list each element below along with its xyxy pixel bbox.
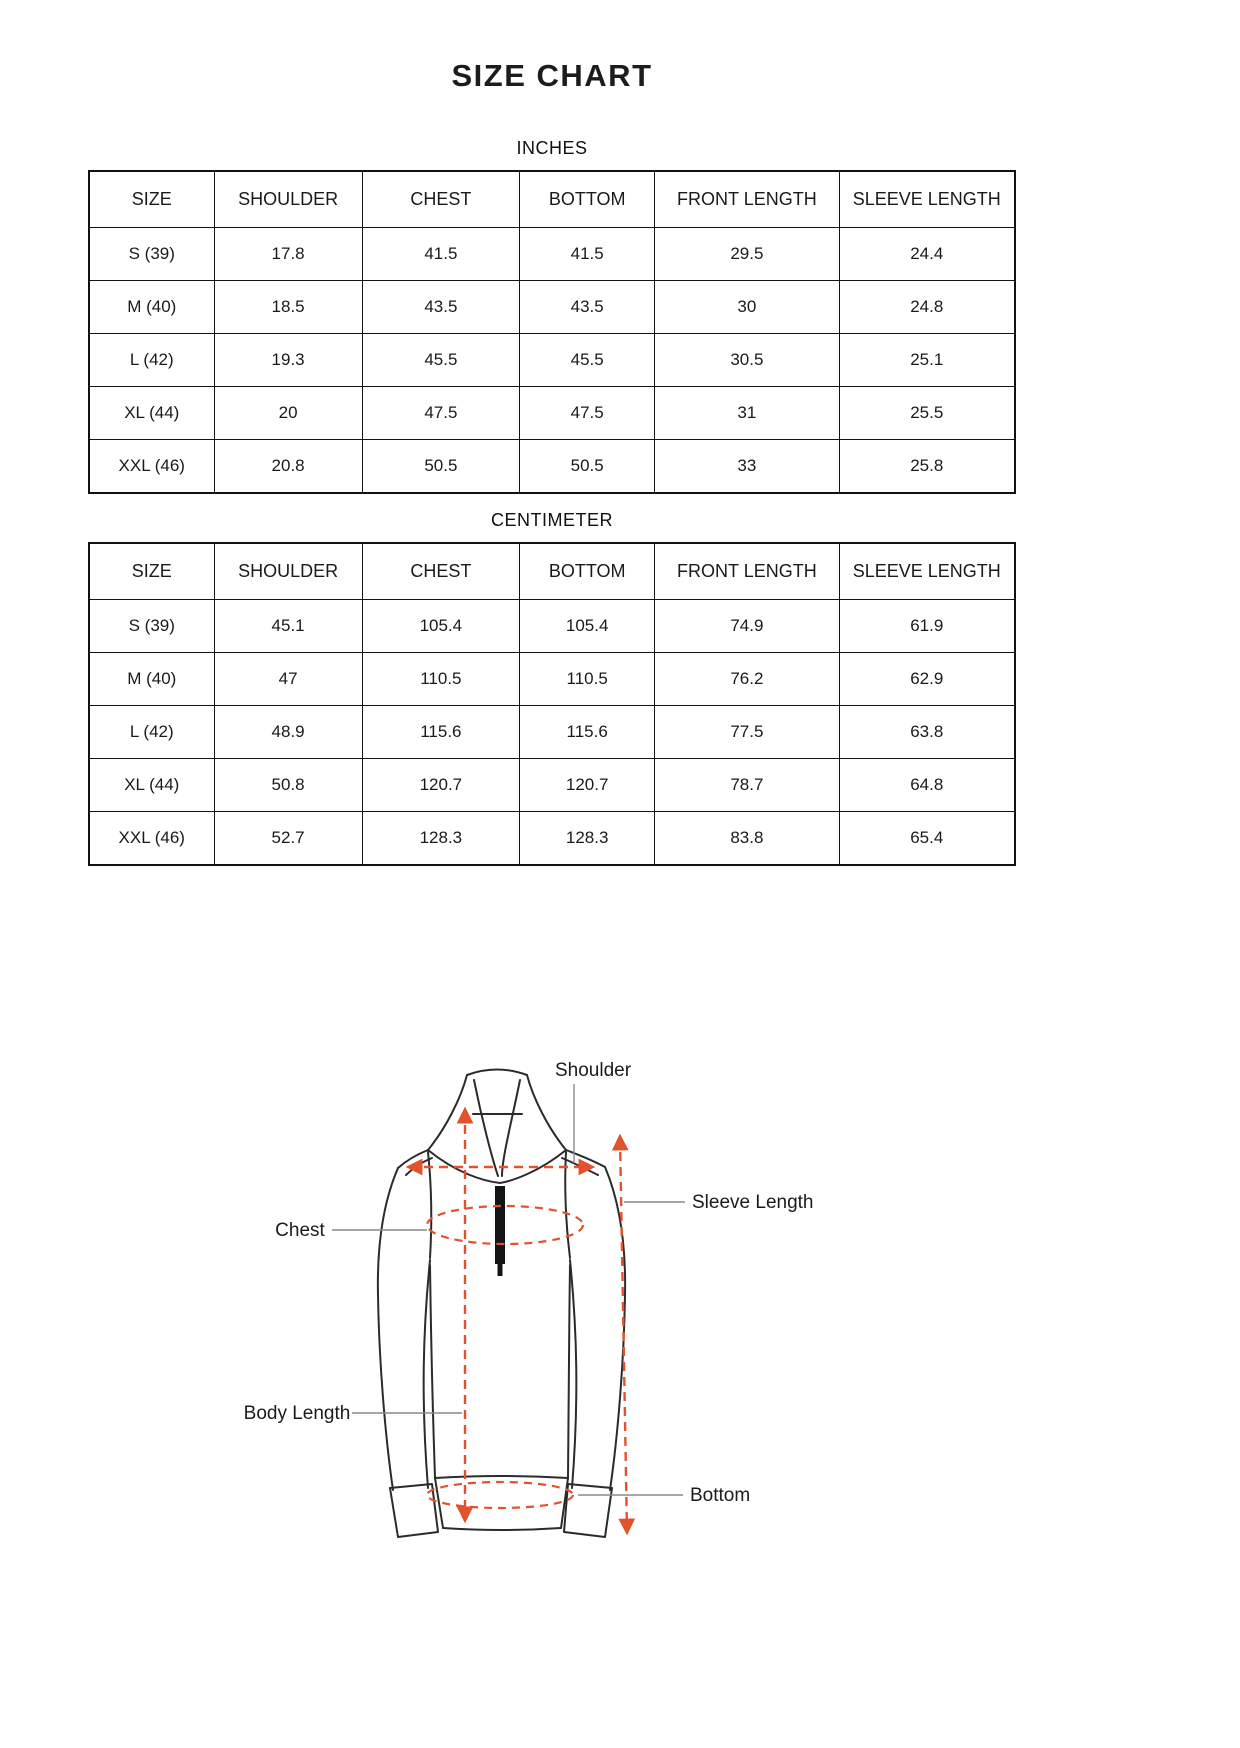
value-cell: 78.7 <box>655 759 839 812</box>
size-cell: XL (44) <box>89 387 214 440</box>
size-cell: XXL (46) <box>89 440 214 494</box>
value-cell: 115.6 <box>520 706 655 759</box>
value-cell: 43.5 <box>362 281 519 334</box>
value-cell: 120.7 <box>520 759 655 812</box>
size-cell: S (39) <box>89 228 214 281</box>
left-shoulder <box>398 1150 428 1168</box>
size-cell: XL (44) <box>89 759 214 812</box>
collar <box>467 1070 527 1076</box>
value-cell: 29.5 <box>655 228 839 281</box>
chest-label: Chest <box>275 1220 325 1241</box>
table-row <box>89 281 1015 334</box>
table-row <box>89 600 1015 653</box>
value-cell: 63.8 <box>839 706 1015 759</box>
table-row <box>89 706 1015 759</box>
value-cell: 52.7 <box>214 812 362 866</box>
size-cell: M (40) <box>89 653 214 706</box>
zipper <box>495 1186 505 1264</box>
bottom-measure-ellipse <box>427 1482 573 1508</box>
size-cell: L (42) <box>89 334 214 387</box>
table-row <box>89 334 1015 387</box>
inches-size-table <box>88 170 1016 494</box>
value-cell: 43.5 <box>520 281 655 334</box>
value-cell: 41.5 <box>362 228 519 281</box>
value-cell: 74.9 <box>655 600 839 653</box>
measurement-diagram <box>230 1040 830 1560</box>
centimeter-section-label: CENTIMETER <box>491 510 613 530</box>
column-header: SLEEVE LENGTH <box>839 171 1015 228</box>
table-row <box>89 440 1015 494</box>
value-cell: 128.3 <box>362 812 519 866</box>
left-sleeve <box>378 1168 398 1490</box>
inches-section-label: INCHES <box>516 138 588 158</box>
value-cell: 30 <box>655 281 839 334</box>
value-cell: 45.1 <box>214 600 362 653</box>
size-cell: XXL (46) <box>89 812 214 866</box>
value-cell: 50.5 <box>520 440 655 494</box>
value-cell: 110.5 <box>362 653 519 706</box>
value-cell: 33 <box>655 440 839 494</box>
size-chart-document <box>88 0 1016 866</box>
column-header: BOTTOM <box>520 543 655 600</box>
column-header: SIZE <box>89 171 214 228</box>
value-cell: 115.6 <box>362 706 519 759</box>
value-cell: 17.8 <box>214 228 362 281</box>
right-shoulder <box>566 1150 605 1167</box>
value-cell: 50.5 <box>362 440 519 494</box>
value-cell: 30.5 <box>655 334 839 387</box>
value-cell: 105.4 <box>362 600 519 653</box>
value-cell: 50.8 <box>214 759 362 812</box>
size-cell: M (40) <box>89 281 214 334</box>
table-row <box>89 228 1015 281</box>
size-cell: S (39) <box>89 600 214 653</box>
value-cell: 20 <box>214 387 362 440</box>
column-header: CHEST <box>362 171 519 228</box>
waistband <box>435 1476 568 1478</box>
value-cell: 25.5 <box>839 387 1015 440</box>
table-row <box>89 759 1015 812</box>
value-cell: 20.8 <box>214 440 362 494</box>
column-header: BOTTOM <box>520 171 655 228</box>
value-cell: 64.8 <box>839 759 1015 812</box>
column-header: SHOULDER <box>214 543 362 600</box>
value-cell: 110.5 <box>520 653 655 706</box>
sleeve-length-measure-arrow <box>620 1137 627 1532</box>
value-cell: 120.7 <box>362 759 519 812</box>
zipper-pull <box>498 1264 503 1276</box>
value-cell: 31 <box>655 387 839 440</box>
value-cell: 65.4 <box>839 812 1015 866</box>
value-cell: 76.2 <box>655 653 839 706</box>
value-cell: 45.5 <box>362 334 519 387</box>
value-cell: 77.5 <box>655 706 839 759</box>
value-cell: 45.5 <box>520 334 655 387</box>
value-cell: 62.9 <box>839 653 1015 706</box>
column-header: SLEEVE LENGTH <box>839 543 1015 600</box>
table-row <box>89 387 1015 440</box>
column-header: FRONT LENGTH <box>655 171 839 228</box>
body-length-label: Body Length <box>243 1403 351 1424</box>
centimeter-size-table <box>88 542 1016 866</box>
shoulder-label: Shoulder <box>554 1060 632 1081</box>
value-cell: 47 <box>214 653 362 706</box>
value-cell: 47.5 <box>520 387 655 440</box>
value-cell: 19.3 <box>214 334 362 387</box>
sleeve-length-label: Sleeve Length <box>692 1192 814 1213</box>
sweatshirt-outline <box>378 1070 625 1538</box>
page-title: SIZE CHART <box>451 58 653 93</box>
value-cell: 128.3 <box>520 812 655 866</box>
garment-diagram <box>230 1040 830 1560</box>
column-header: SHOULDER <box>214 171 362 228</box>
table-row <box>89 653 1015 706</box>
column-header: SIZE <box>89 543 214 600</box>
value-cell: 24.4 <box>839 228 1015 281</box>
value-cell: 25.8 <box>839 440 1015 494</box>
value-cell: 24.8 <box>839 281 1015 334</box>
value-cell: 47.5 <box>362 387 519 440</box>
value-cell: 61.9 <box>839 600 1015 653</box>
value-cell: 41.5 <box>520 228 655 281</box>
value-cell: 48.9 <box>214 706 362 759</box>
value-cell: 105.4 <box>520 600 655 653</box>
table-row <box>89 812 1015 866</box>
value-cell: 83.8 <box>655 812 839 866</box>
column-header: FRONT LENGTH <box>655 543 839 600</box>
value-cell: 18.5 <box>214 281 362 334</box>
bottom-label: Bottom <box>690 1485 751 1506</box>
value-cell: 25.1 <box>839 334 1015 387</box>
column-header: CHEST <box>362 543 519 600</box>
size-cell: L (42) <box>89 706 214 759</box>
